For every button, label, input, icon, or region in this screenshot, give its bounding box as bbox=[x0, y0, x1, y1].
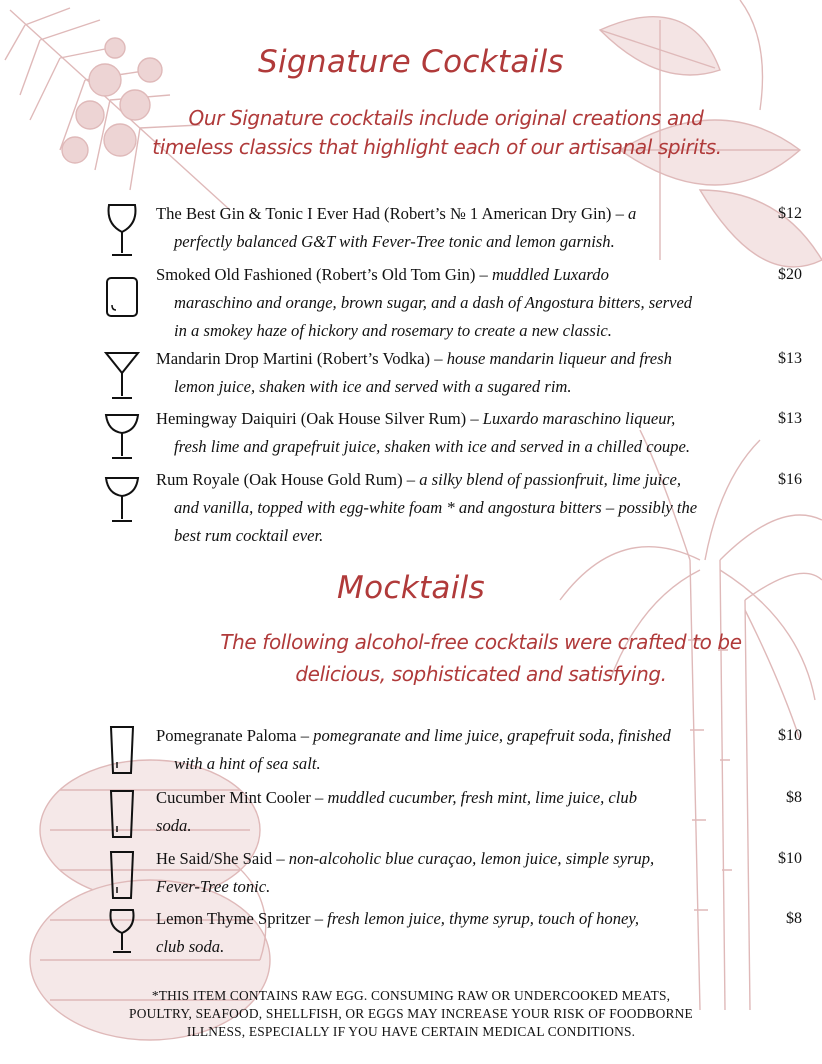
menu-item-text bbox=[156, 466, 756, 550]
item-description-continued: in a smokey haze of hickory and rosemary to create a new classic. bbox=[174, 321, 612, 340]
item-description: muddled Luxardo bbox=[491, 265, 609, 284]
item-spirit: (Oak House Gold Rum) bbox=[243, 470, 403, 489]
item-name: Cucumber Mint Cooler bbox=[156, 788, 311, 807]
item-dash: – bbox=[434, 349, 443, 368]
item-dash: – bbox=[276, 849, 285, 868]
disclaimer-line: POULTRY, SEAFOOD, SHELLFISH, OR EGGS MAY INCREASE YOUR RISK OF FOODBORNE bbox=[129, 1006, 693, 1021]
mocktails-title: Mocktails bbox=[337, 570, 485, 606]
item-price: $13 bbox=[778, 410, 802, 427]
item-name: The Best Gin & Tonic I Ever Had bbox=[156, 204, 380, 223]
item-description-continued: fresh lime and grapefruit juice, shaken with ice and served in a chilled coupe. bbox=[174, 437, 690, 456]
item-description-continued: Fever-Tree tonic. bbox=[156, 877, 271, 896]
coupe-glass-icon bbox=[104, 411, 140, 461]
raw-egg-disclaimer bbox=[0, 987, 822, 1041]
item-dash: – bbox=[406, 470, 416, 489]
item-price: $13 bbox=[778, 350, 802, 367]
item-name: Hemingway Daiquiri bbox=[156, 409, 297, 428]
menu-item-text bbox=[156, 261, 756, 345]
mocktails-subtitle-line2: delicious, sophisticated and satisfying. bbox=[295, 662, 667, 686]
item-dash: – bbox=[479, 265, 488, 284]
item-price: $16 bbox=[778, 471, 802, 488]
disclaimer-line: *THIS ITEM CONTAINS RAW EGG. CONSUMING RAW OR UNDERCOOKED MEATS, bbox=[151, 988, 671, 1003]
item-name: Pomegranate Paloma bbox=[156, 726, 297, 745]
item-description-continued: and vanilla, topped with egg-white foam * and angostura bitters – possibly the bbox=[174, 498, 698, 517]
item-dash: – bbox=[314, 909, 323, 928]
item-description-continued: with a hint of sea salt. bbox=[174, 754, 321, 773]
item-description: pomegranate and lime juice, grapefruit soda, finished bbox=[313, 726, 671, 745]
martini-glass-icon bbox=[104, 349, 140, 401]
item-description-continued: club soda. bbox=[156, 937, 225, 956]
menu-item-text bbox=[156, 345, 756, 401]
item-name: Lemon Thyme Spritzer bbox=[156, 909, 311, 928]
signature-subtitle-line2: timeless classics that highlight each of our artisanal spirits. bbox=[152, 135, 722, 159]
item-name: Rum Royale bbox=[156, 470, 240, 489]
menu-item-text bbox=[156, 845, 756, 901]
item-name: He Said/She Said bbox=[156, 849, 273, 868]
item-description-continued: perfectly balanced G&T with Fever-Tree tonic and lemon garnish. bbox=[174, 232, 615, 251]
signature-subtitle-line1: Our Signature cocktails include original creations and bbox=[188, 106, 704, 130]
item-price: $10 bbox=[778, 727, 802, 744]
item-spirit: (Robert’s № 1 American Dry Gin) bbox=[384, 204, 612, 223]
item-price: $8 bbox=[786, 789, 802, 806]
menu-item-text bbox=[156, 405, 756, 461]
item-price: $12 bbox=[778, 205, 802, 222]
menu-item-text bbox=[156, 905, 756, 961]
item-name: Smoked Old Fashioned bbox=[156, 265, 312, 284]
item-spirit: (Oak House Silver Rum) bbox=[300, 409, 467, 428]
item-dash: – bbox=[470, 409, 479, 428]
item-description-continued: maraschino and orange, brown sugar, and a dash of Angostura bitters, served bbox=[174, 293, 693, 312]
item-description: fresh lemon juice, thyme syrup, touch of honey, bbox=[327, 909, 639, 928]
item-spirit: (Robert’s Vodka) bbox=[316, 349, 431, 368]
item-description: muddled cucumber, fresh mint, lime juice, club bbox=[327, 788, 637, 807]
menu-item-text bbox=[156, 722, 756, 778]
item-price: $8 bbox=[786, 910, 802, 927]
mocktails-subtitle-line1: The following alcohol-free cocktails were crafted to be bbox=[220, 630, 742, 654]
item-price: $10 bbox=[778, 850, 802, 867]
item-description-continued: best rum cocktail ever. bbox=[174, 526, 324, 545]
highball-glass-icon bbox=[108, 724, 136, 776]
wine-glass-icon bbox=[106, 907, 138, 955]
menu-item-text bbox=[156, 784, 756, 840]
item-description-continued: lemon juice, shaken with ice and served with a sugared rim. bbox=[174, 377, 572, 396]
item-price: $20 bbox=[778, 266, 802, 283]
item-spirit: (Robert’s Old Tom Gin) bbox=[315, 265, 476, 284]
item-dash: – bbox=[615, 204, 624, 223]
item-description: house mandarin liqueur and fresh bbox=[446, 349, 672, 368]
disclaimer-line: ILLNESS, ESPECIALLY IF YOU HAVE CERTAIN MEDICAL CONDITIONS. bbox=[186, 1024, 636, 1039]
item-name: Mandarin Drop Martini bbox=[156, 349, 313, 368]
signature-cocktails-title: Signature Cocktails bbox=[258, 44, 564, 80]
wine-glass-icon bbox=[104, 202, 140, 258]
coupe-glass-icon bbox=[104, 474, 140, 524]
item-description-continued: soda. bbox=[156, 816, 192, 835]
menu-item-text bbox=[156, 200, 756, 256]
item-dash: – bbox=[315, 788, 324, 807]
item-description: a silky blend of passionfruit, lime juice, bbox=[419, 470, 681, 489]
highball-glass-icon bbox=[108, 788, 136, 840]
rocks-glass-icon bbox=[104, 275, 140, 319]
item-description: Luxardo maraschino liqueur, bbox=[482, 409, 676, 428]
item-description: non-alcoholic blue curaçao, lemon juice, simple syrup, bbox=[288, 849, 655, 868]
item-dash: – bbox=[300, 726, 309, 745]
highball-glass-icon bbox=[108, 849, 136, 901]
item-description: a bbox=[628, 204, 637, 223]
